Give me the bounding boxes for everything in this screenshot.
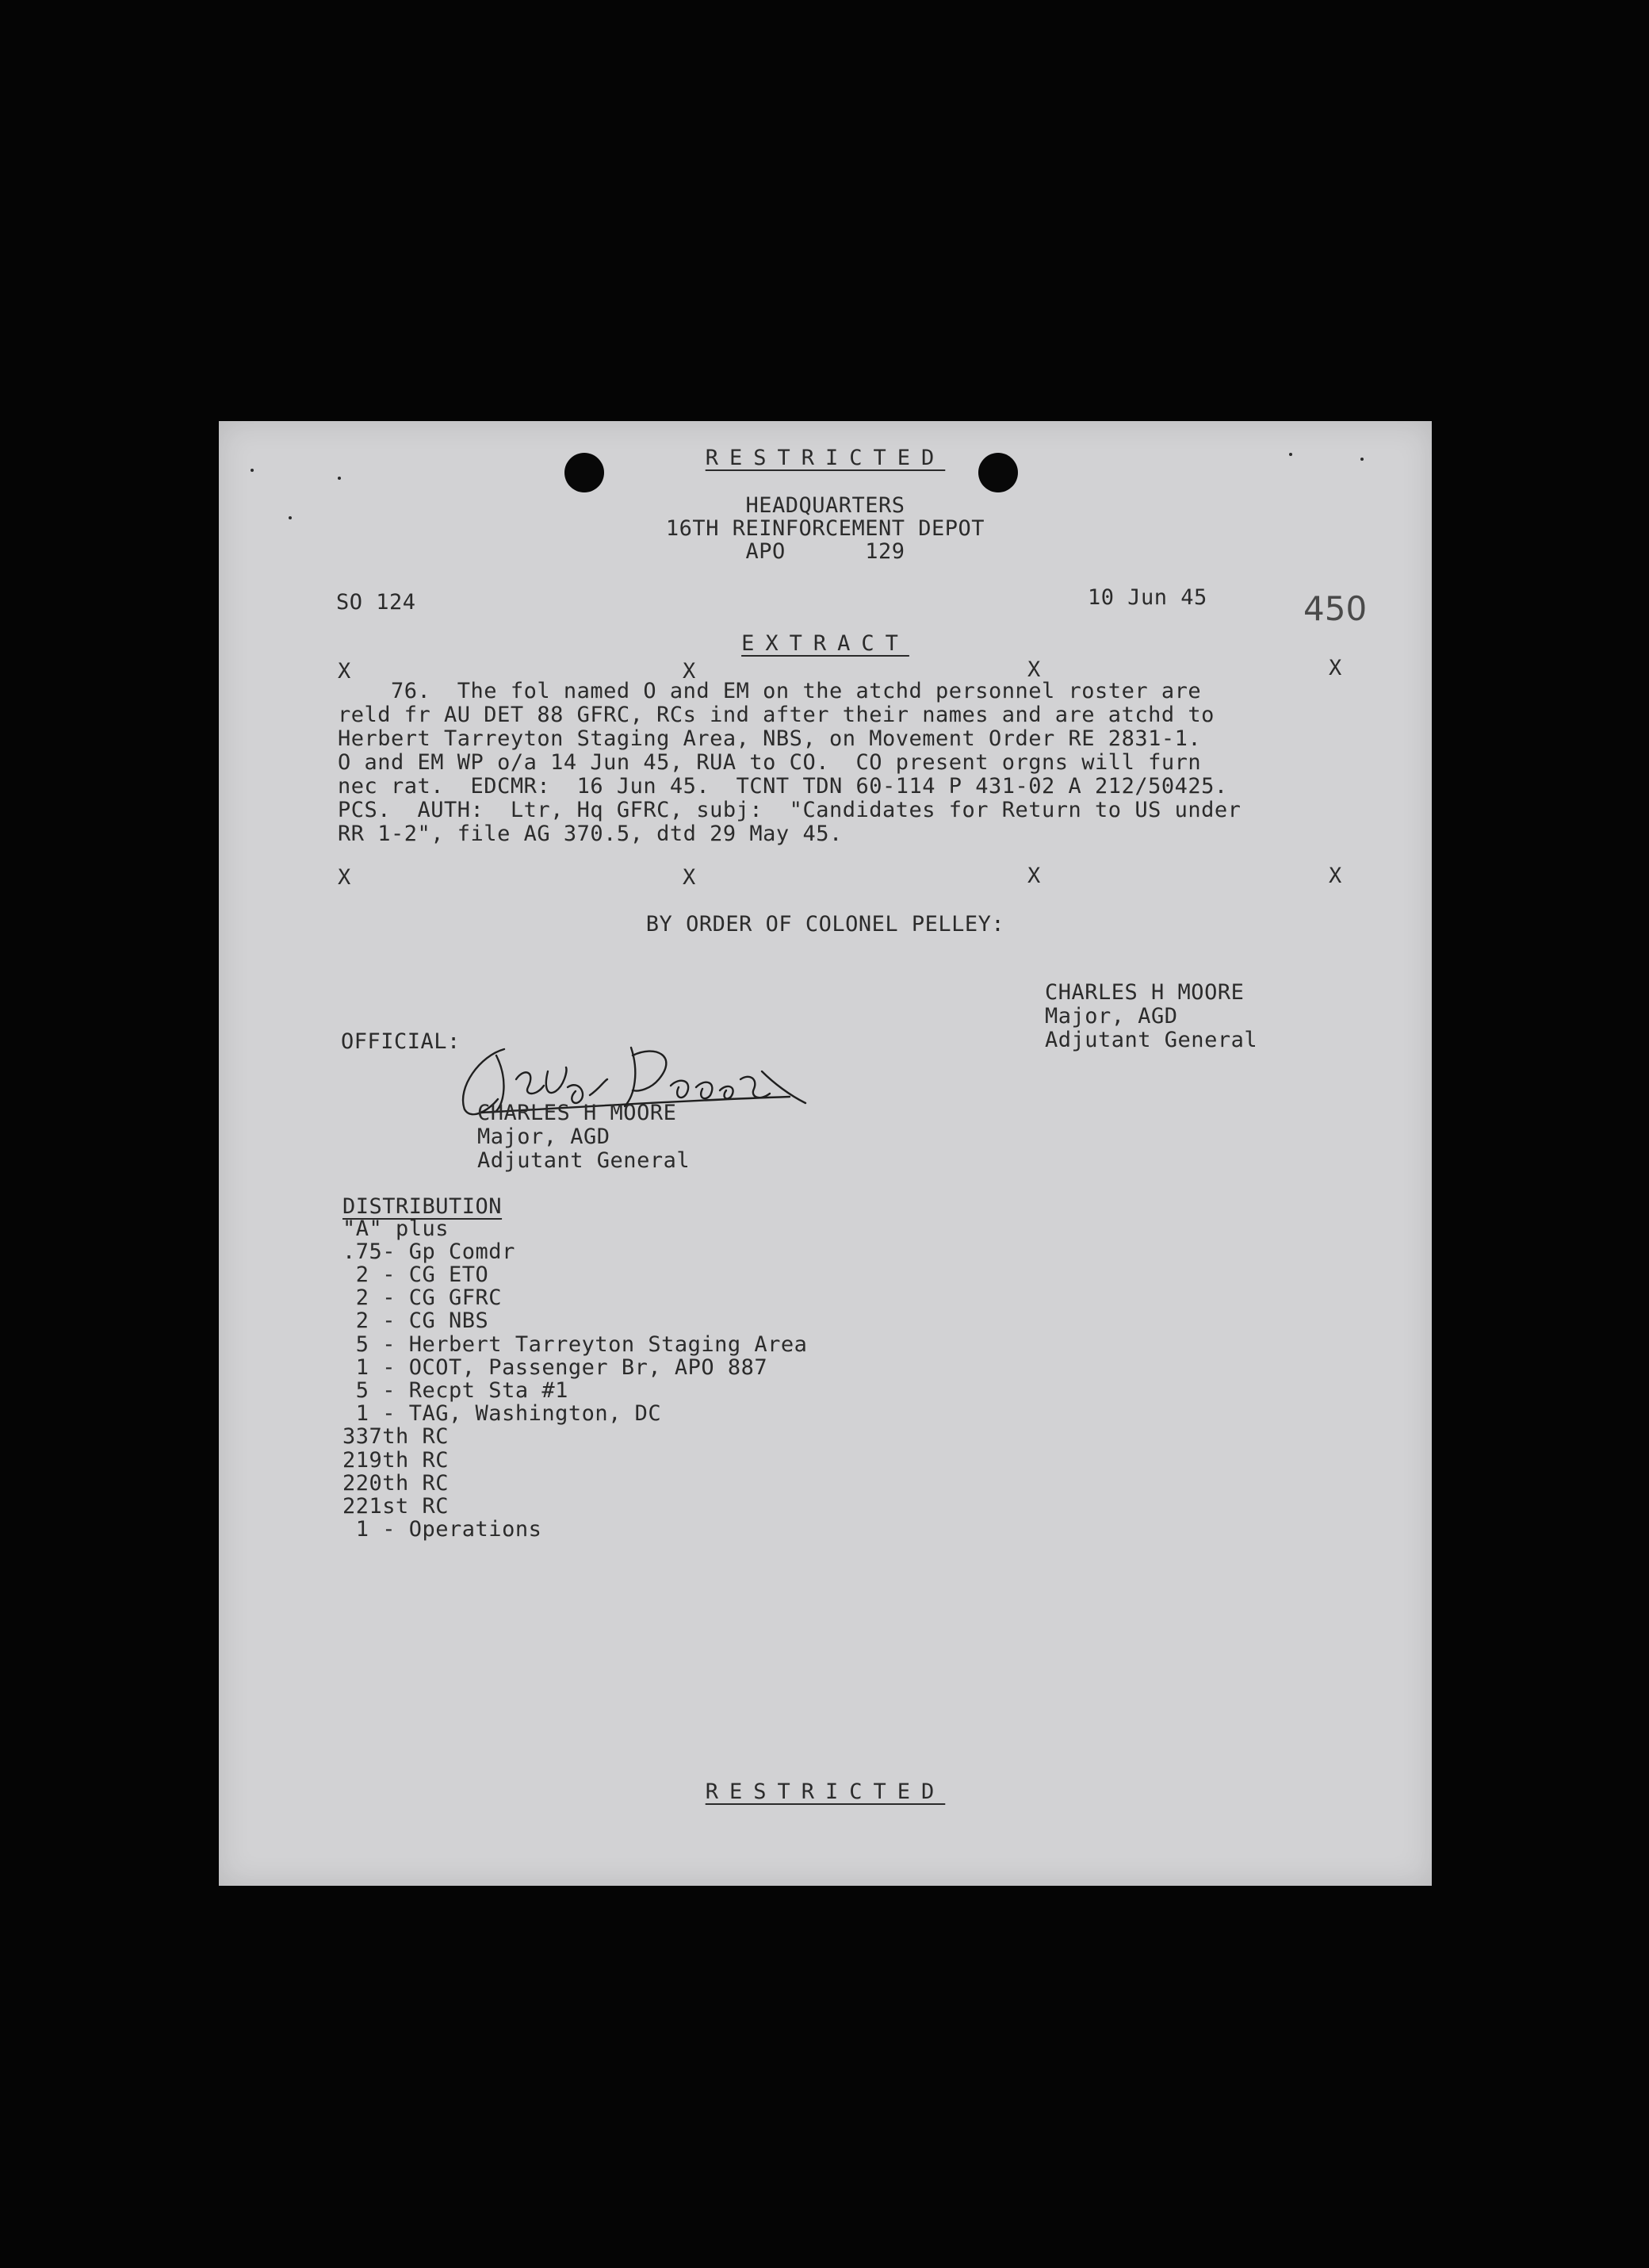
document-page [219,421,1432,1886]
order-date: 10 Jun 45 [1088,585,1207,610]
extract-title: EXTRACT [741,631,909,656]
order-paragraph-line: O and EM WP o/a 14 Jun 45, RUA to CO. CO present orgns will furn [338,750,1202,775]
right-signer-rank: Major, AGD [1045,1004,1178,1029]
distribution-item: 5 - Herbert Tarreyton Staging Area [342,1332,808,1357]
hq-line-3: APO 129 [745,539,905,564]
distribution-heading: DISTRIBUTION [342,1194,503,1219]
order-paragraph-line: reld fr AU DET 88 GFRC, RCs ind after their names and are atchd to [338,703,1215,727]
x-mark: X [1329,656,1342,680]
order-paragraph-line: PCS. AUTH: Ltr, Hq GFRC, subj: "Candidates for Return to US under [338,798,1242,822]
left-signer-rank: Major, AGD [477,1124,610,1149]
distribution-item: 1 - Operations [342,1517,542,1542]
distribution-item: 219th RC [342,1448,450,1473]
paper-speck [338,477,341,480]
restricted-header: RESTRICTED [705,446,946,470]
order-paragraph-line: Herbert Tarreyton Staging Area, NBS, on Movement Order RE 2831-1. [338,726,1202,751]
distribution-item: 1 - OCOT, Passenger Br, APO 887 [342,1355,768,1380]
distribution-item: 2 - CG GFRC [342,1285,503,1310]
distribution-item: 221st RC [342,1494,450,1519]
distribution-item: .75- Gp Comdr [342,1239,515,1264]
distribution-item: 5 - Recpt Sta #1 [342,1378,568,1403]
special-order-number: SO 124 [336,590,416,615]
x-mark: X [1329,864,1342,888]
distribution-item: 337th RC [342,1424,450,1449]
x-mark: X [683,659,696,684]
order-paragraph-line: 76. The fol named O and EM on the atchd personnel roster are [338,679,1202,703]
left-signer-title: Adjutant General [477,1148,691,1173]
hq-line-1: HEADQUARTERS [745,493,905,518]
distribution-item: "A" plus [342,1216,450,1241]
distribution-item: 220th RC [342,1471,450,1496]
official-label: OFFICIAL: [341,1029,461,1054]
x-mark: X [338,659,351,684]
x-mark: X [1027,657,1041,682]
distribution-item: 1 - TAG, Washington, DC [342,1401,662,1426]
left-signer-name: CHARLES H MOORE [477,1101,677,1125]
right-signer-name: CHARLES H MOORE [1045,980,1245,1005]
x-mark: X [1027,864,1041,888]
order-paragraph-line: nec rat. EDCMR: 16 Jun 45. TCNT TDN 60-114 P 431-02 A 212/50425. [338,774,1228,799]
order-paragraph-line: RR 1-2", file AG 370.5, dtd 29 May 45. [338,822,843,846]
distribution-item: 2 - CG NBS [342,1308,489,1333]
right-signer-title: Adjutant General [1045,1028,1258,1052]
restricted-footer: RESTRICTED [705,1780,946,1804]
x-mark: X [338,865,351,890]
hq-line-2: 16TH REINFORCEMENT DEPOT [665,516,985,541]
by-order-line: BY ORDER OF COLONEL PELLEY: [645,912,1005,937]
x-mark: X [683,865,696,890]
distribution-item: 2 - CG ETO [342,1262,489,1287]
page-number: 450 [1303,589,1368,628]
